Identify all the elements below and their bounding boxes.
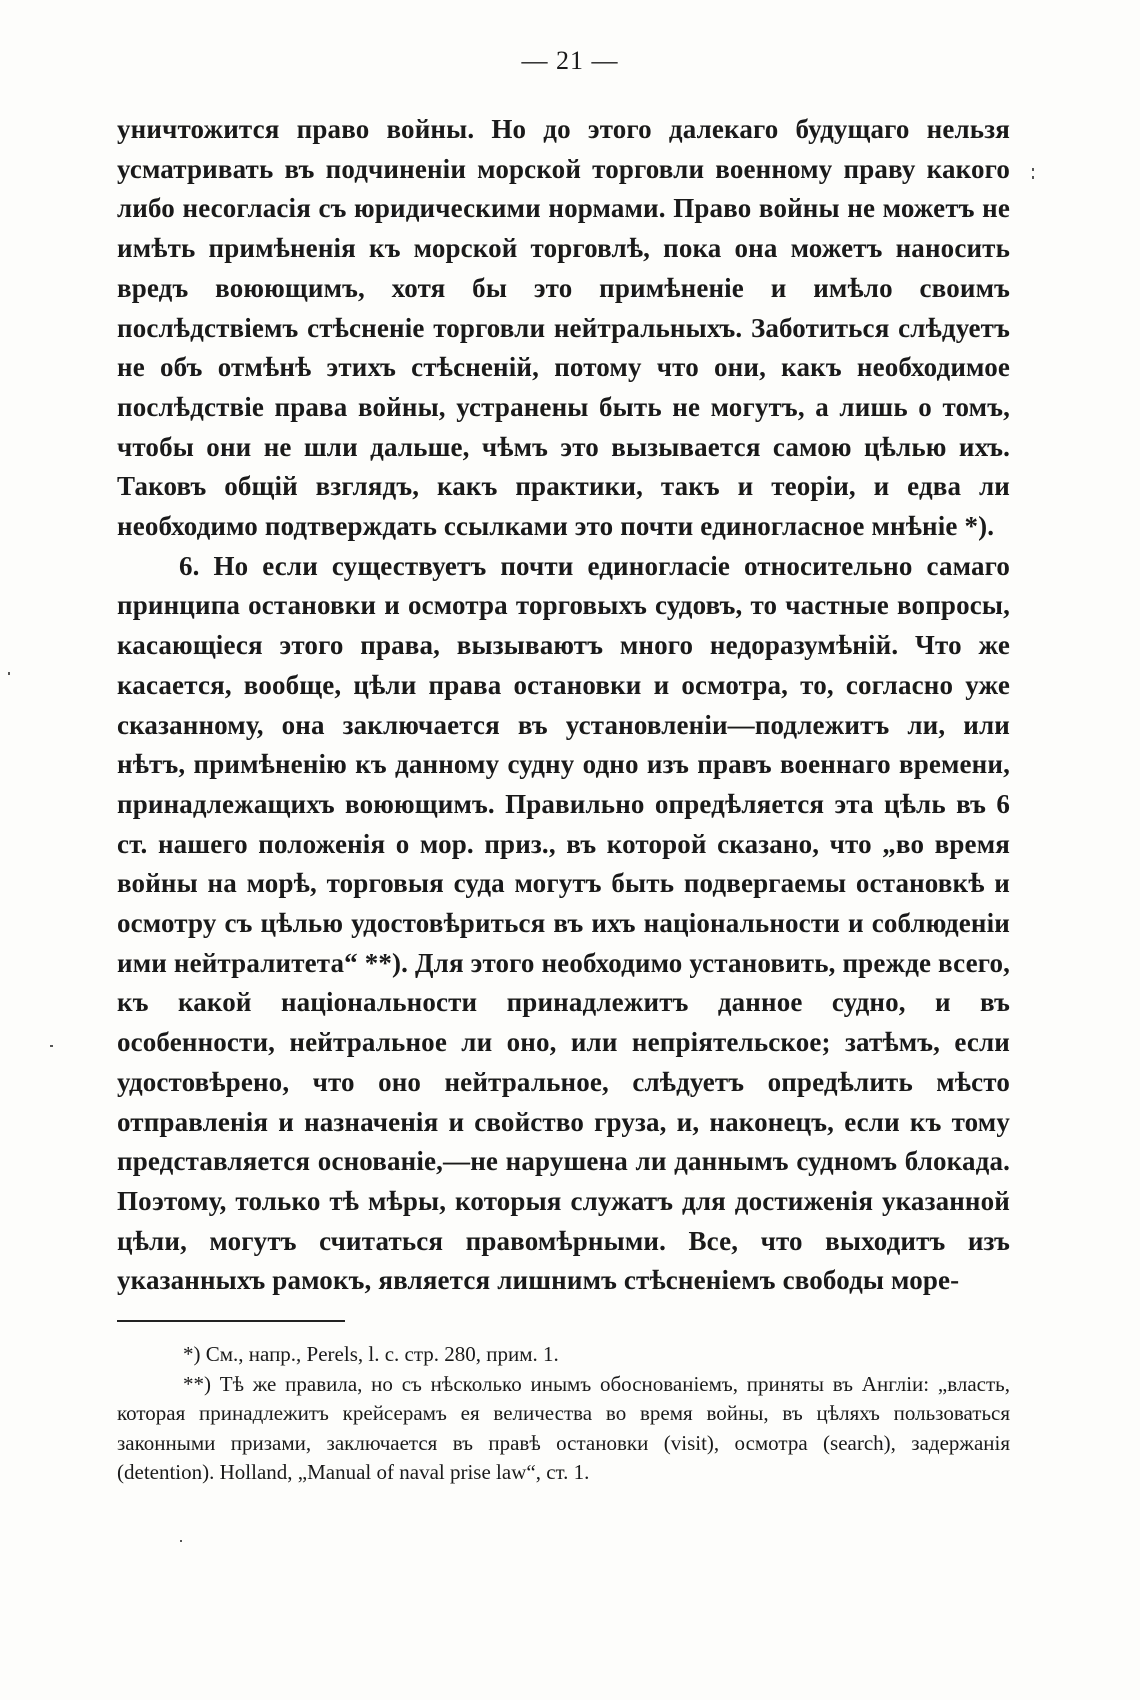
scan-speck: [50, 1045, 53, 1047]
footnote-2: **) Тѣ же правила, но съ нѣсколько инымъ обоснованіемъ, приняты въ Англіи: „власть, которая принадлежитъ крейсерамъ ея величества во время войны, въ цѣляхъ пользоваться законными призами, заключается въ правѣ остановки (visit), осмотра (search), задержанія (detention). Holland, „Manual of naval prise law“, ст. 1.: [117, 1371, 1010, 1484]
paragraph-section-6: 6. Но если существуетъ почти единогласіе относительно самаго принципа остановки и осмотра торговыхъ судовъ, то частные вопросы, касающіеся этого права, вызываютъ много недоразумѣній. Что же касается, вообще, цѣли права остановки и осмотра, то, согласно уже сказанному, она заключается въ установленіи—подлежитъ ли, или нѣтъ, примѣненію къ данному судну одно изъ правъ военнаго времени, принадлежащихъ воюющимъ. Правильно опредѣляется эта цѣль въ 6 ст. нашего положенія о мор. приз., въ которой сказано, что „во время войны на морѣ, торговыя суда могутъ быть подвергаемы остановкѣ и осмотру съ цѣлью удостовѣриться въ ихъ національности и соблюденіи ими нейтралитета“ **). Для этого необходимо установить, прежде всего, къ какой національности принадлежитъ данное судно, и въ особенности, нейтральное ли оно, или непріятельское; затѣмъ, если удостовѣрено, что оно нейтральное, слѣдуетъ опредѣлить мѣсто отправленія и назначенія и свойство груза, и, наконецъ, если къ тому представляется основаніе,—не нарушена ли даннымъ судномъ блокада. Поэтому, только тѣ мѣры, которыя служатъ для достиженія указанной цѣли, могутъ считаться правомѣрными. Все, что выходитъ изъ указанныхъ рамокъ, является лишнимъ стѣсненіемъ свободы море-: [117, 550, 1010, 1296]
paragraph-continuation: уничтожится право войны. Но до этого далекаго будущаго нельзя усматривать въ подчиненіи морской торговли военному праву какого либо несогласія съ юридическими нормами. Право войны не можетъ не имѣть примѣненія къ морской торговлѣ, пока она можетъ наносить вредъ воюющимъ, хотя бы это примѣненіе и имѣло своимъ послѣдствіемъ стѣсненіе торговли нейтральныхъ. Заботиться слѣдуетъ не объ отмѣнѣ этихъ стѣсненій, потому что они, какъ необходимое послѣдствіе права войны, устранены быть не могутъ, а лишь о томъ, чтобы они не шли дальше, чѣмъ это вызывается самою цѣлью ихъ. Таковъ общій взглядъ, какъ практики, такъ и теоріи, и едва ли необходимо подтверждать ссылками это почти единогласное мнѣніе *).: [117, 114, 1010, 542]
footnote-1: *) См., напр., Perels, l. c. стр. 280, прим. 1.: [183, 1342, 559, 1366]
scan-speck: [180, 1540, 182, 1542]
page-number: — 21 —: [521, 46, 619, 75]
footnotes: [117, 1340, 1010, 1488]
footnote-separator: [117, 1320, 345, 1322]
scan-speck: [1032, 168, 1034, 171]
scan-speck: [1032, 176, 1034, 179]
scan-speck: [8, 672, 10, 675]
body-text: [117, 110, 1010, 1301]
